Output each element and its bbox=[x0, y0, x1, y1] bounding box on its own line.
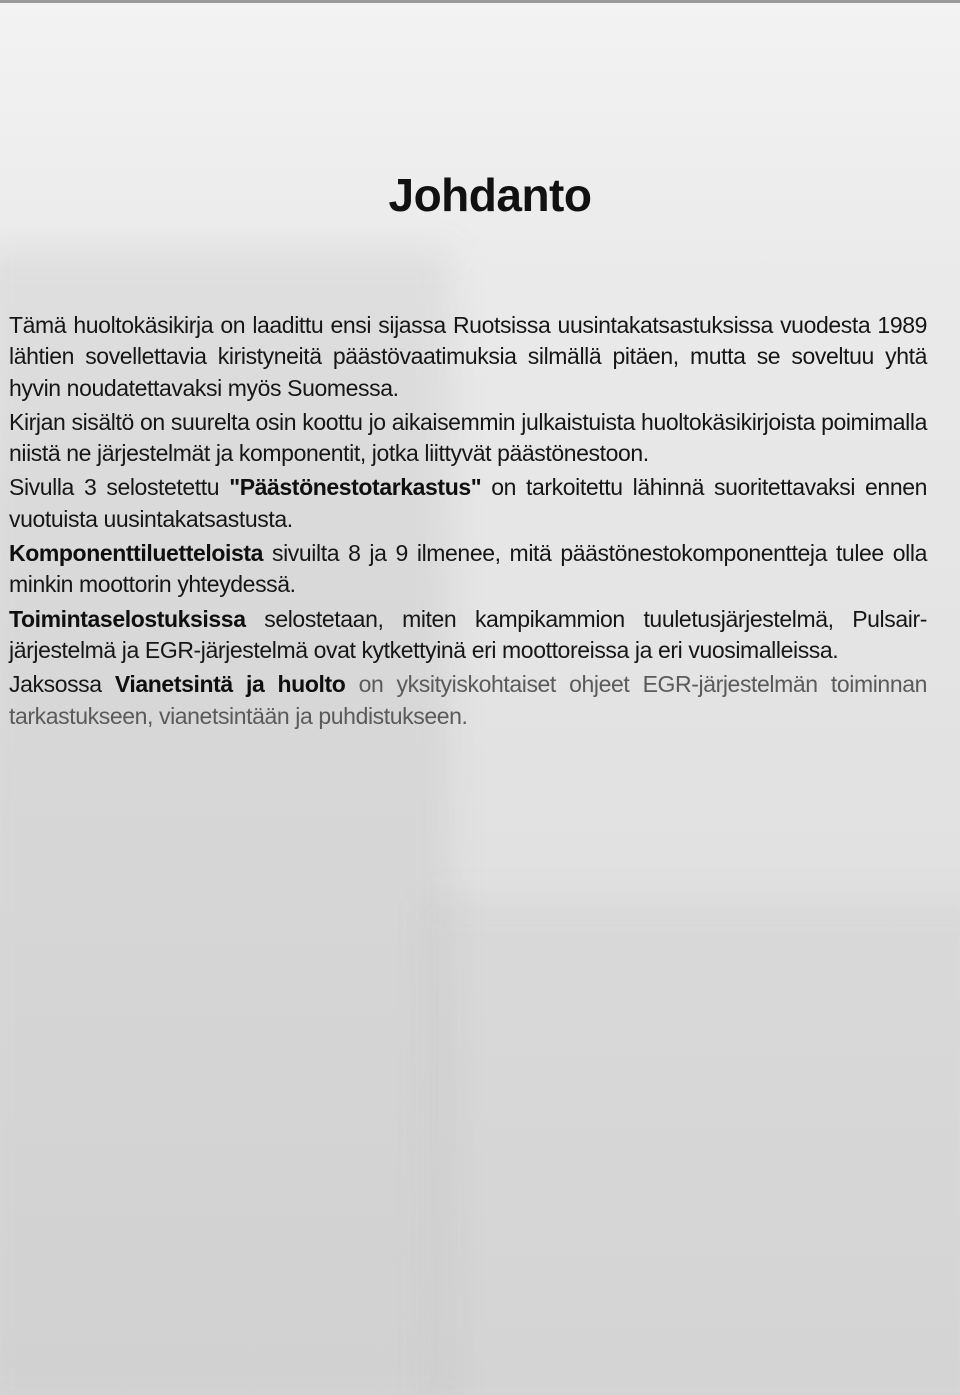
paragraph-component-lists bbox=[9, 538, 927, 601]
paragraph-inspection bbox=[9, 472, 927, 535]
paragraph-contents: Kirjan sisältö on suurelta osin koottu jo aikaisemmin julkaistuista huoltokäsikirjoista poimimalla niistä ne järjestelmät ja komponentit, jotka liittyvät päästönestoon. bbox=[9, 408, 927, 467]
paragraph-function-descriptions bbox=[9, 604, 927, 667]
paragraph-troubleshooting-after: on yksityiskohtaiset ohjeet EGR-järjestelmän toiminnan tarkastukseen, vianetsintään ja puhdistukseen. bbox=[9, 671, 927, 729]
paragraph-inspection-before: Sivulla 3 selostetettu bbox=[9, 474, 230, 501]
page-title: Johdanto bbox=[388, 169, 592, 221]
paragraph-function-descriptions-after: selostetaan, miten kampikammion tuuletusjärjestelmä, Pulsair-järjestelmä ja EGR-järjestelmä ovat kytkettyinä eri moottoreissa ja eri vuosimalleissa. bbox=[9, 605, 927, 663]
paragraph-troubleshooting-before: Jaksossa bbox=[9, 671, 115, 698]
body-text bbox=[9, 310, 927, 735]
paragraph-function-descriptions-bold: Toimintaselostuksissa bbox=[9, 605, 246, 632]
paragraph-troubleshooting-bold: Vianetsintä ja huolto bbox=[114, 671, 346, 698]
paragraph-intro: Tämä huoltokäsikirja on laadittu ensi sijassa Ruotsissa uusintakatsastuksissa vuodesta 1989 lähtien sovellettavia kiristyneitä päästövaatimuksia silmällä pitäen, mutta se soveltuu yhtä hyvin noudatettavaksi myös Suomessa. bbox=[9, 312, 927, 401]
paragraph-inspection-bold: "Päästönestotarkastus" bbox=[229, 474, 482, 501]
paragraph-troubleshooting bbox=[9, 669, 927, 732]
paragraph-component-lists-bold: Komponenttiluetteloista bbox=[9, 540, 264, 567]
paragraph-component-lists-after: sivuilta 8 ja 9 ilmenee, mitä päästönestokomponentteja tulee olla minkin moottorin yhteydessä. bbox=[9, 540, 927, 598]
paragraph-inspection-after: on tarkoitettu lähinnä suoritettavaksi ennen vuotuista uusintakatsastusta. bbox=[9, 474, 927, 532]
show-through-shading-lower bbox=[430, 900, 960, 1395]
page-top-edge bbox=[0, 0, 960, 3]
